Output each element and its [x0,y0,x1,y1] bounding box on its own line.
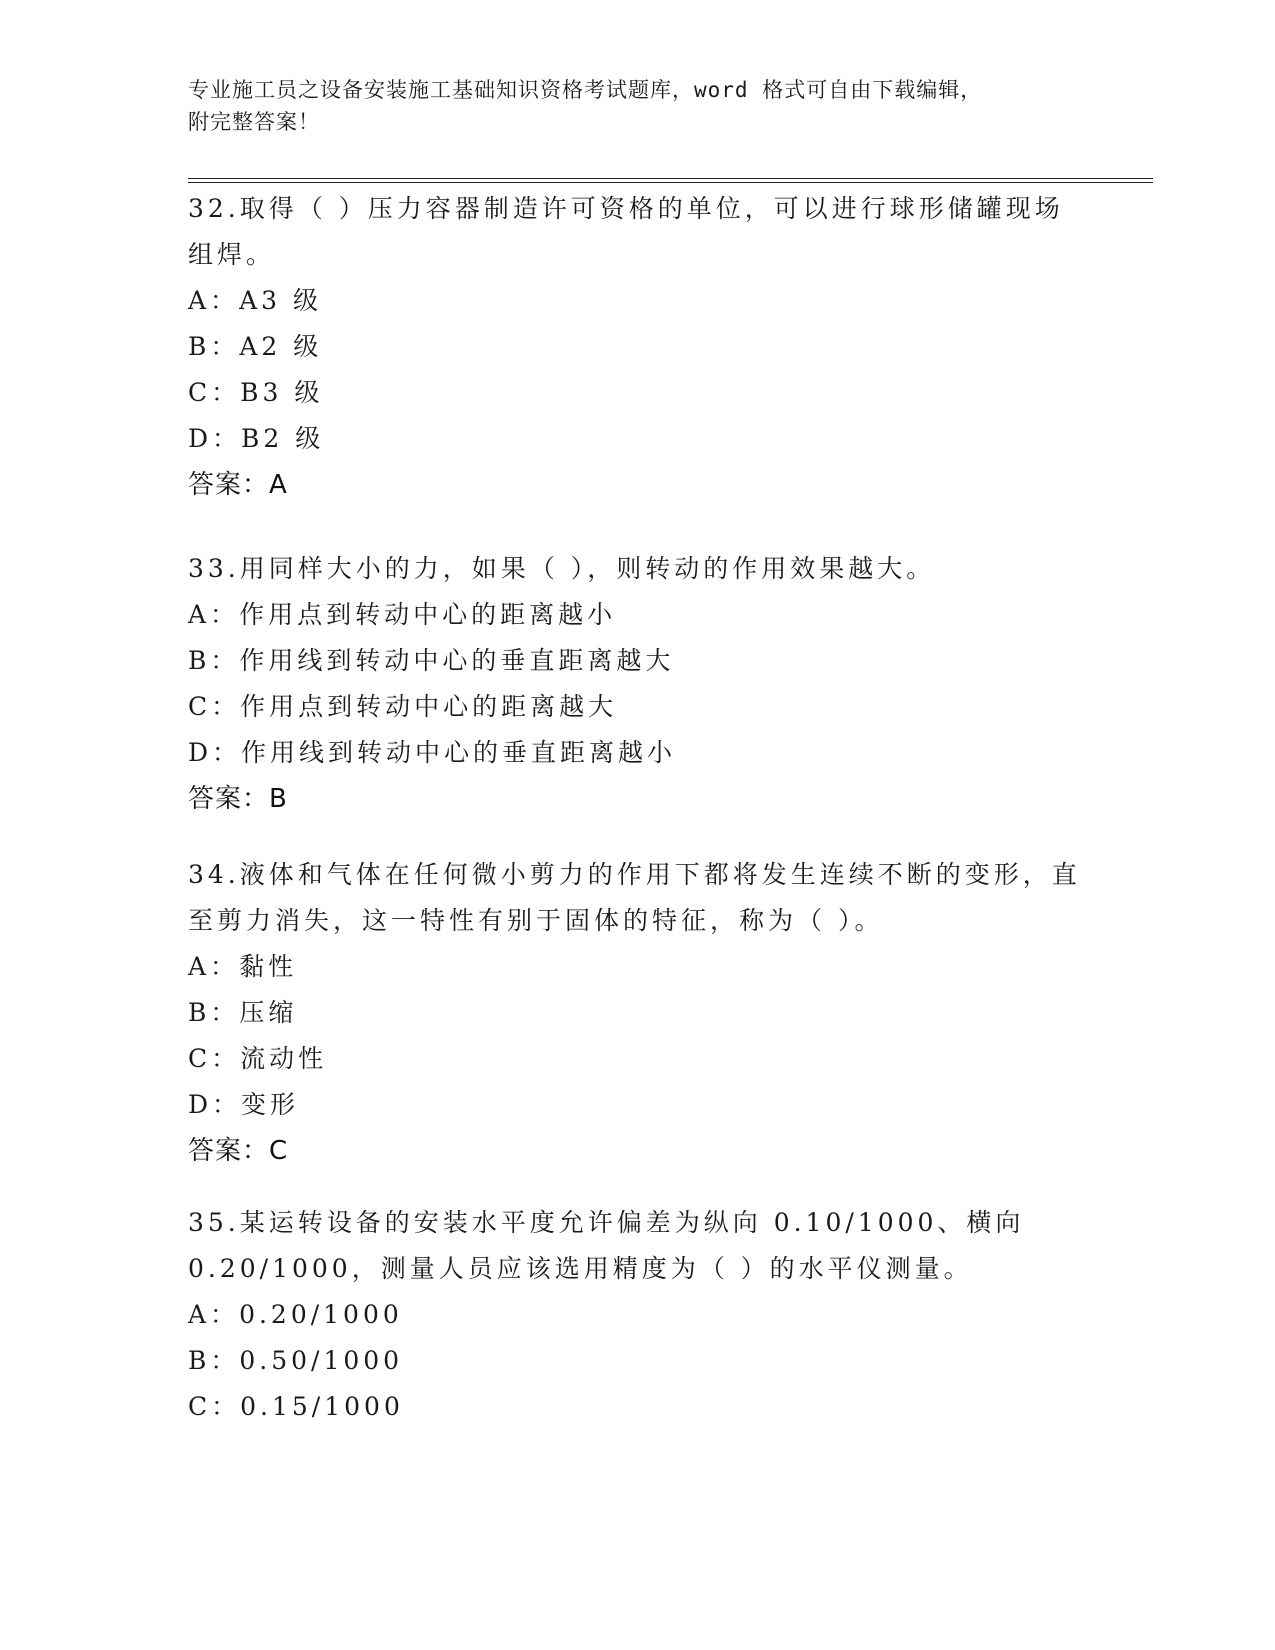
option-letter: D： [188,738,242,767]
option-b [188,990,1088,1036]
question-32 [188,186,1088,508]
question-stem: 33.用同样大小的力，如果（ ），则转动的作用效果越大。 [188,554,936,583]
header-divider [188,178,1153,183]
option-text: 作用点到转动中心的距离越大 [240,692,618,721]
question-33 [188,546,1088,822]
option-a [188,944,1088,990]
option-text: A3 级 [239,286,322,315]
option-a [188,1292,1088,1338]
option-text: 黏性 [239,952,298,981]
answer: 答案：A [188,470,288,500]
option-text: 作用线到转动中心的垂直距离越大 [239,646,675,675]
option-text: 流动性 [240,1044,328,1073]
option-letter: C： [188,378,241,407]
question-stem: 35.某运转设备的安装水平度允许偏差为纵向 0.10/1000、横向 0.20/1000，测量人员应该选用精度为（ ）的水平仪测量。 [188,1208,1025,1283]
header-line-2: 附完整答案！ [188,110,320,134]
option-letter: C： [188,692,241,721]
option-b [188,324,1088,370]
option-c [188,1384,1088,1430]
option-letter: B： [188,332,240,361]
option-b [188,638,1088,684]
option-c [188,684,1088,730]
option-letter: A： [188,1300,240,1329]
option-text: B3 级 [240,378,324,407]
option-text: 作用线到转动中心的垂直距离越小 [241,738,677,767]
option-c [188,1036,1088,1082]
option-text: 作用点到转动中心的距离越小 [239,600,617,629]
option-letter: B： [188,998,240,1027]
header-line-1: 专业施工员之设备安装施工基础知识资格考试题库，word 格式可自由下载编辑， [188,78,983,102]
option-b [188,1338,1088,1384]
option-a [188,278,1088,324]
option-letter: A： [188,600,240,629]
answer: 答案：B [188,784,288,814]
option-d [188,416,1088,462]
option-c [188,370,1088,416]
document-header [188,74,1068,138]
option-letter: C： [188,1044,241,1073]
option-text: B2 级 [241,424,325,453]
option-text: 压缩 [239,998,298,1027]
question-stem: 32.取得（ ）压力容器制造许可资格的单位，可以进行球形储罐现场组焊。 [188,194,1064,269]
option-text: 变形 [241,1090,300,1119]
option-text: A2 级 [239,332,323,361]
option-letter: C： [188,1392,241,1421]
option-letter: B： [188,1346,240,1375]
option-letter: A： [188,952,240,981]
answer: 答案：C [188,1136,289,1166]
option-letter: D： [188,1090,242,1119]
option-d [188,1082,1088,1128]
option-a [188,592,1088,638]
question-34 [188,852,1088,1174]
option-letter: A： [188,286,240,315]
question-stem: 34.液体和气体在任何微小剪力的作用下都将发生连续不断的变形，直至剪力消失，这一特性有别于固体的特征，称为（ ）。 [188,860,1081,935]
option-letter: D： [188,424,242,453]
question-35 [188,1200,1088,1430]
option-text: 0.50/1000 [239,1346,404,1375]
option-text: 0.20/1000 [239,1300,403,1329]
option-d [188,730,1088,776]
option-letter: B： [188,646,240,675]
option-text: 0.15/1000 [240,1392,404,1421]
